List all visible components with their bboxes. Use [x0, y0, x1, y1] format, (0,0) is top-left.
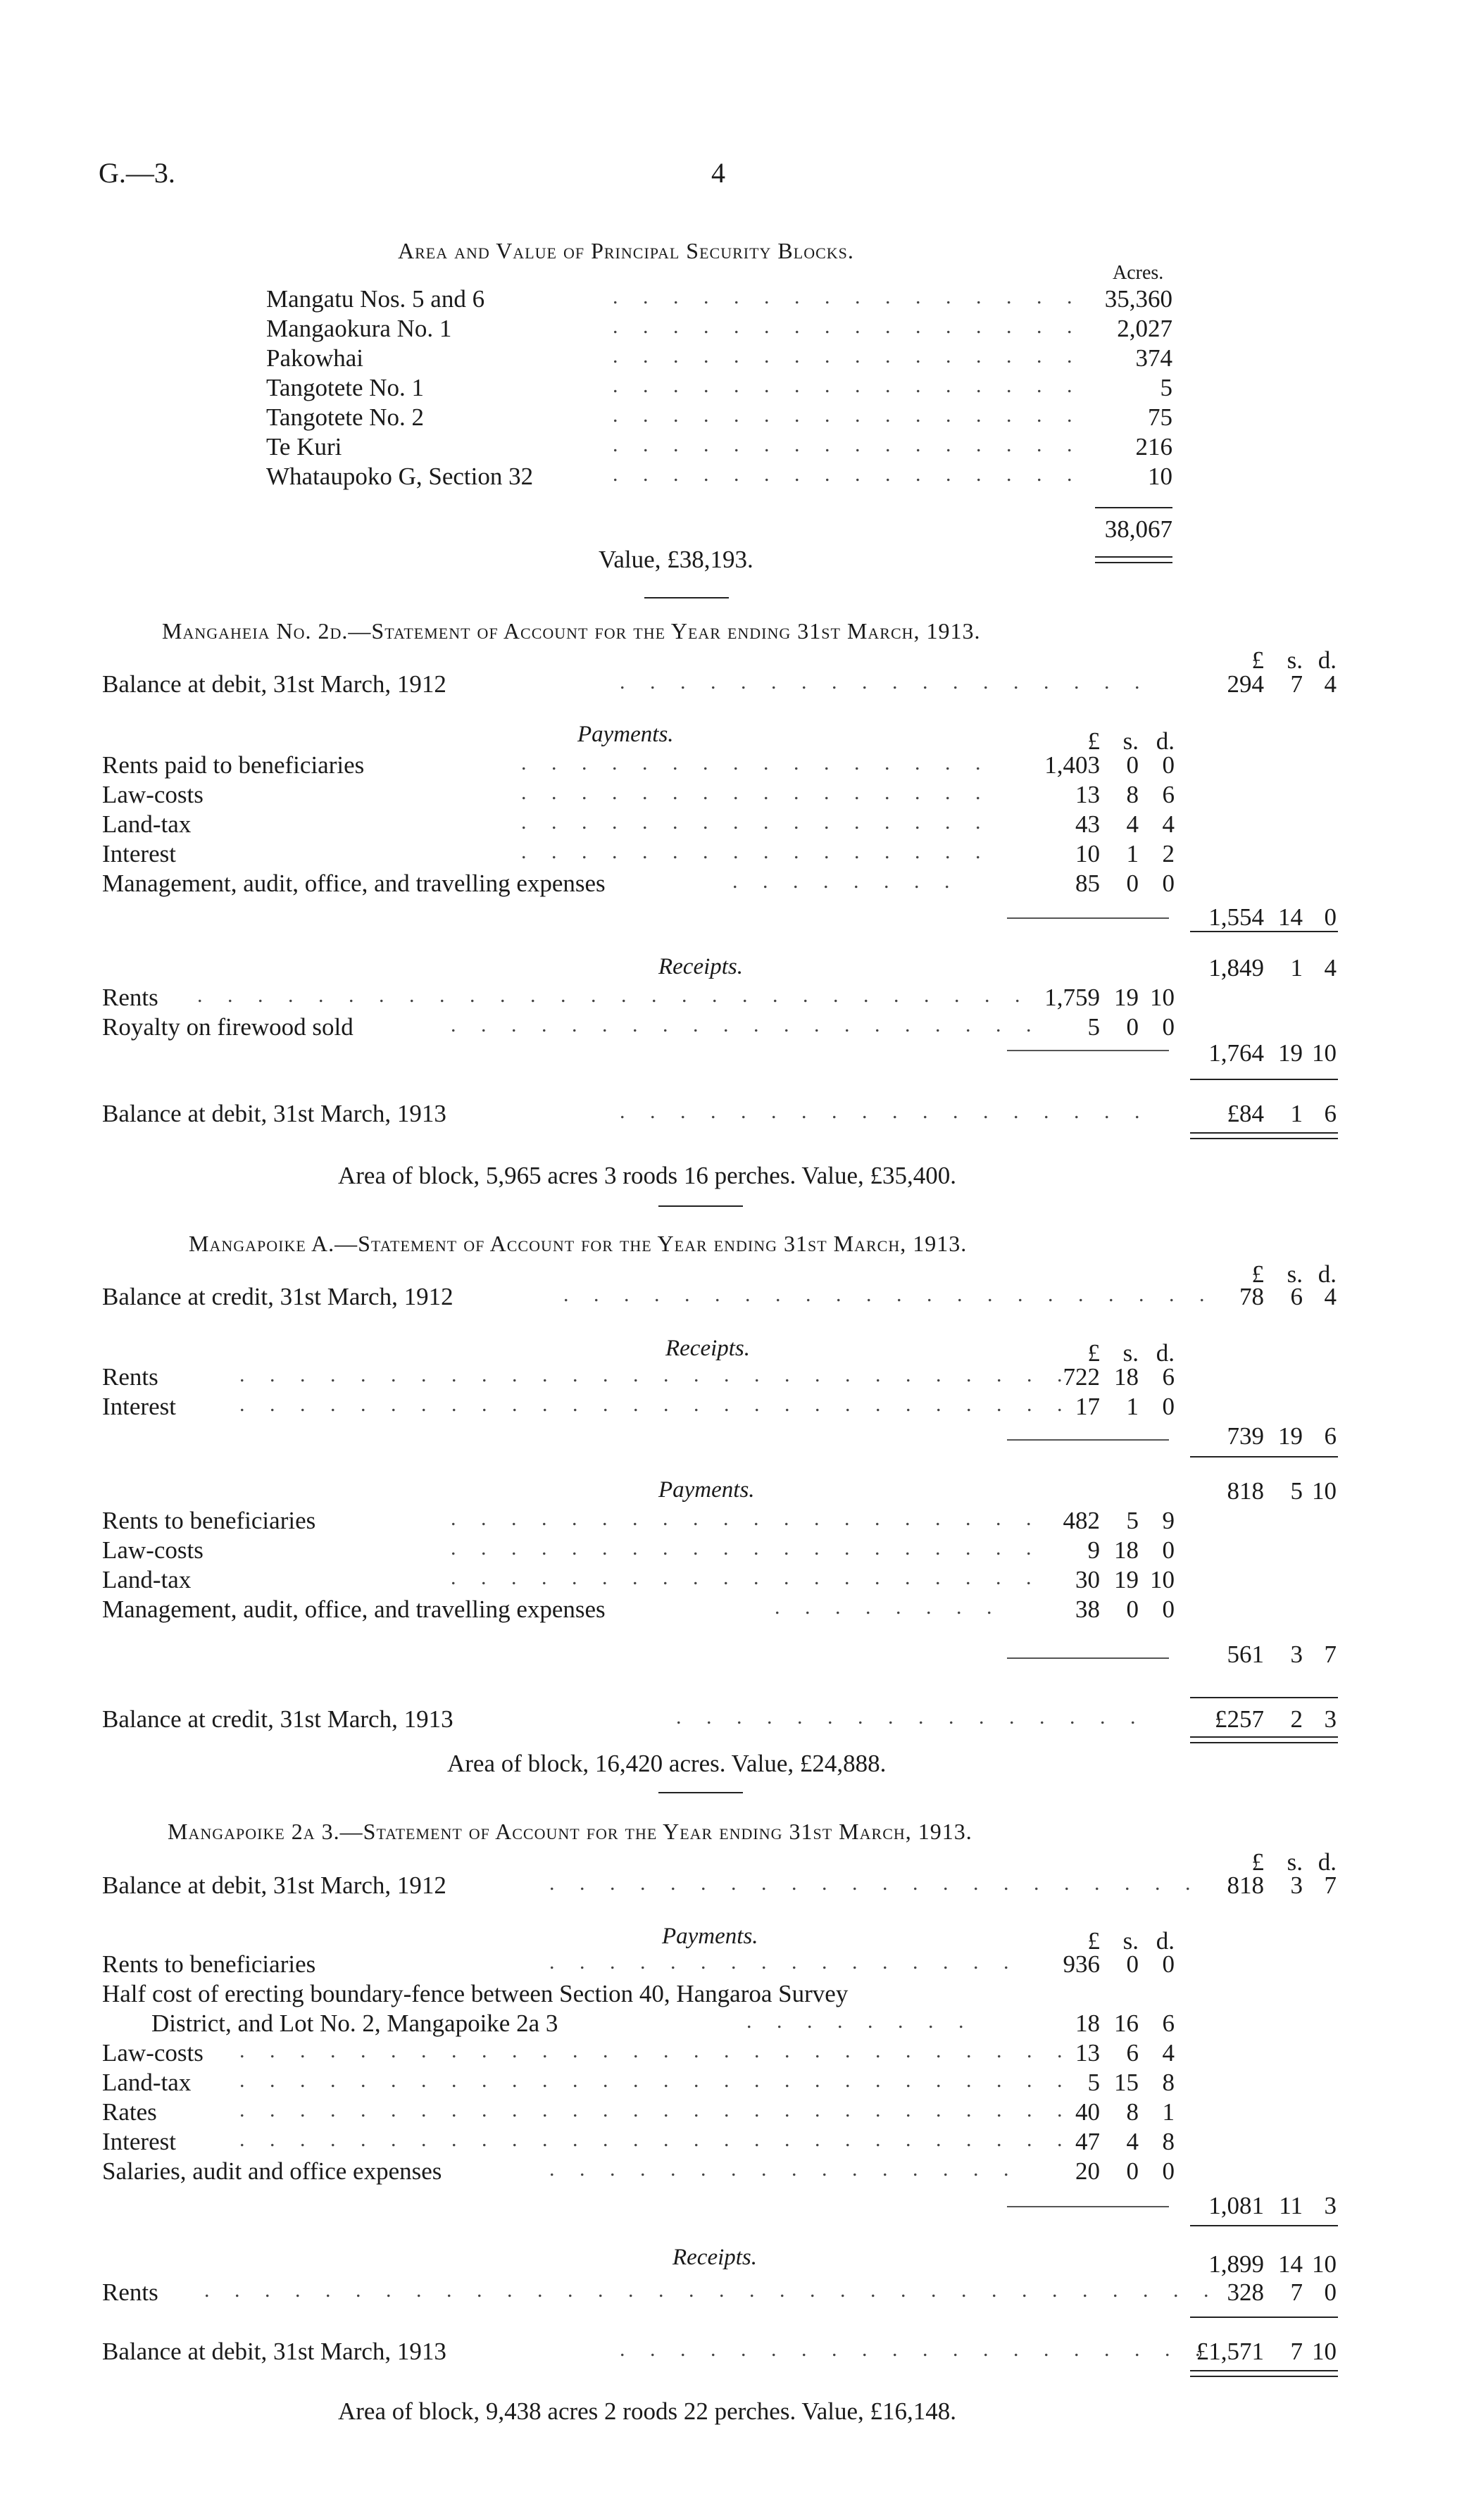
page-number: 4	[711, 157, 725, 189]
payment-amount-shillings: 16	[1114, 2010, 1139, 2037]
receipt-amount-pence: 0	[1324, 2278, 1337, 2306]
block-acres: 5	[1160, 374, 1172, 401]
payment-amount-pence: 8	[1162, 2128, 1175, 2155]
payment-amount-pounds: 38	[1075, 1596, 1100, 1623]
mangapoike-2a3-title: Mangapoike 2a 3.—Statement of Account for the Year ending 31st March, 1913.	[168, 1819, 972, 1844]
payments-heading: Payments.	[662, 1924, 758, 1949]
subtotal-pence: 10	[1312, 1477, 1337, 1505]
leader-dots: . . . . . . . . . . . . . . . .	[676, 1705, 1146, 1729]
payment-amount-pence: 2	[1162, 840, 1175, 867]
leader-dots: . . . . . . . . . . . . . . . .	[613, 315, 1082, 338]
payment-amount-pounds: 13	[1075, 781, 1100, 808]
block-name: Te Kuri	[266, 433, 342, 460]
closing-balance-pence: 6	[1324, 1100, 1337, 1127]
payments-total-pounds: 1,554	[1208, 903, 1264, 931]
section-divider	[658, 1205, 743, 1207]
block-name: Mangatu Nos. 5 and 6	[266, 285, 485, 313]
closing-balance-pounds: £257	[1215, 1705, 1264, 1733]
payment-label: Land-tax	[102, 810, 192, 838]
block-name: Mangaokura No. 1	[266, 315, 452, 342]
payments-total-pounds: 1,081	[1208, 2192, 1264, 2219]
leader-dots: . . . . . . . . . . . . . . . .	[549, 2157, 1019, 2181]
payment-label: Land-tax	[102, 1566, 192, 1593]
payment-amount-shillings: 6	[1126, 2039, 1139, 2067]
receipt-amount-pounds: 5	[1087, 1013, 1100, 1041]
security-blocks-value: Value, £38,193.	[599, 546, 753, 573]
opening-balance-label: Balance at debit, 31st March, 1912	[102, 1872, 446, 1899]
mpa-inner-pence-head: d.	[1156, 1339, 1175, 1367]
payment-amount-pence: 0	[1162, 1596, 1175, 1623]
receipts-heading: Receipts.	[665, 1336, 751, 1361]
leader-dots: . . . . . . . . . . . . . . . . . . . .	[451, 1507, 1041, 1530]
payments-total-shillings: 14	[1278, 903, 1303, 931]
closing-rule	[1190, 1079, 1338, 1080]
mpa-inner-pound-head: £	[1087, 1339, 1100, 1367]
leader-dots: . . . . . . . . . . . . . . . .	[613, 403, 1082, 427]
block-acres: 216	[1135, 433, 1172, 460]
security-blocks-double-rule	[1095, 556, 1172, 563]
closing-double-rule	[1190, 1736, 1338, 1743]
closing-balance-label: Balance at debit, 31st March, 1913	[102, 2338, 446, 2365]
receipts-total-shillings: 19	[1278, 1422, 1303, 1450]
payment-amount-pounds: 5	[1087, 2069, 1100, 2096]
leader-dots: . . . . . . . . . . . . . . . . . . . . . . . . . . . .	[239, 2039, 1072, 2062]
subtotal-shillings: 5	[1290, 1477, 1303, 1505]
leader-dots: . . . . . . . . . . . . . . . .	[613, 433, 1082, 456]
payments-heading: Payments.	[577, 722, 674, 747]
closing-balance-shillings: 1	[1290, 1100, 1303, 1127]
receipts-rule	[1007, 1439, 1169, 1441]
block-acres: 75	[1148, 403, 1172, 431]
document-reference: G.—3.	[99, 157, 175, 189]
closing-double-rule	[1190, 2370, 1338, 2377]
acres-header: Acres.	[1113, 262, 1164, 284]
payment-amount-shillings: 0	[1126, 1596, 1139, 1623]
receipt-amount-pounds: 328	[1227, 2278, 1264, 2306]
receipt-label: Rents	[102, 2278, 158, 2306]
block-name: Pakowhai	[266, 344, 364, 372]
receipts-total-pounds: 739	[1227, 1422, 1264, 1450]
payment-label: Management, audit, office, and travelling expenses	[102, 1596, 606, 1623]
section-divider	[644, 597, 729, 598]
receipt-label: Rents	[102, 984, 158, 1011]
receipt-amount-pounds: 17	[1075, 1393, 1100, 1420]
payment-amount-shillings: 0	[1126, 751, 1139, 779]
subtotal-rule	[1190, 931, 1338, 932]
block-acres: 35,360	[1104, 285, 1172, 313]
leader-dots: . . . . . . . . . . . . . . . .	[549, 1950, 1019, 1974]
payments-rule	[1007, 1657, 1169, 1659]
payment-amount-pence: 10	[1150, 1566, 1175, 1593]
closing-balance-pence: 3	[1324, 1705, 1337, 1733]
area-note: Area of block, 9,438 acres 2 roods 22 perches. Value, £16,148.	[338, 2397, 957, 2425]
mp2-outer-pound-head: £	[1251, 1848, 1264, 1876]
receipts-rule	[1007, 1050, 1169, 1051]
leader-dots: . . . . . . . . . . . . . . . . . . . . . . . . . . . .	[239, 2098, 1072, 2121]
payment-amount-pounds: 47	[1075, 2128, 1100, 2155]
payments-heading: Payments.	[658, 1477, 755, 1503]
opening-balance-shillings: 3	[1290, 1872, 1303, 1899]
payment-label: Law-costs	[102, 1536, 204, 1564]
closing-balance-label: Balance at credit, 31st March, 1913	[102, 1705, 453, 1733]
payment-amount-shillings: 0	[1126, 1950, 1139, 1978]
payment-amount-shillings: 18	[1114, 1536, 1139, 1564]
payment-amount-pounds: 20	[1075, 2157, 1100, 2185]
receipt-amount-pounds: 722	[1063, 1363, 1100, 1391]
receipts-heading: Receipts.	[658, 954, 744, 979]
payment-amount-pence: 4	[1162, 2039, 1175, 2067]
leader-dots: . . . . . . . . . . . . . . . . . . . .	[451, 1566, 1041, 1589]
opening-balance-label: Balance at debit, 31st March, 1912	[102, 670, 446, 698]
leader-dots: . . . . . . . . . . . . . . . . . . . .	[451, 1013, 1041, 1036]
closing-balance-pounds: £84	[1227, 1100, 1264, 1127]
payment-label: District, and Lot No. 2, Mangapoike 2a 3	[151, 2010, 558, 2037]
payments-total-pounds: 561	[1227, 1641, 1264, 1668]
area-note: Area of block, 16,420 acres. Value, £24,888.	[447, 1750, 887, 1777]
closing-balance-shillings: 2	[1290, 1705, 1303, 1733]
leader-dots: . . . . . . . . . . . . . . . . . .	[620, 670, 1150, 694]
receipt-label: Rents	[102, 1363, 158, 1391]
payment-amount-pence: 0	[1162, 1950, 1175, 1978]
opening-balance-pounds: 78	[1239, 1283, 1264, 1310]
payment-amount-pence: 0	[1162, 870, 1175, 897]
leader-dots: . . . . . . . . . . . . . . . . . . . . . . . . . . . .	[239, 1393, 1072, 1416]
leader-dots: . . . . . . . . . . . . . . . . . .	[620, 1100, 1150, 1123]
payment-amount-pounds: 10	[1075, 840, 1100, 867]
closing-balance-label: Balance at debit, 31st March, 1913	[102, 1100, 446, 1127]
mangaheia-outer-pound-head: £	[1251, 646, 1264, 674]
payment-amount-pence: 1	[1162, 2098, 1175, 2126]
leader-dots: . . . . . . . .	[775, 1596, 1002, 1619]
mp2-inner-shilling-head: s.	[1122, 1927, 1139, 1955]
area-note: Area of block, 5,965 acres 3 roods 16 perches. Value, £35,400.	[338, 1162, 957, 1189]
subtotal-pounds: 818	[1227, 1477, 1264, 1505]
payment-amount-shillings: 0	[1126, 870, 1139, 897]
payment-amount-shillings: 1	[1126, 840, 1139, 867]
mp2-inner-pence-head: d.	[1156, 1927, 1175, 1955]
mp2-inner-pound-head: £	[1087, 1927, 1100, 1955]
payments-total-pence: 7	[1324, 1641, 1337, 1668]
payment-amount-pounds: 1,403	[1044, 751, 1100, 779]
leader-dots: . . . . . . . .	[746, 2010, 974, 2033]
payment-amount-pence: 0	[1162, 1536, 1175, 1564]
block-name: Whataupoko G, Section 32	[266, 463, 534, 490]
mp2-outer-pence-head: d.	[1318, 1848, 1337, 1876]
payment-amount-pence: 9	[1162, 1507, 1175, 1534]
payment-label: Interest	[102, 2128, 176, 2155]
opening-balance-pence: 4	[1324, 1283, 1337, 1310]
payments-total-pence: 0	[1324, 903, 1337, 931]
payment-label: Half cost of erecting boundary-fence between Section 40, Hangaroa Survey	[102, 1980, 849, 2007]
block-name: Tangotete No. 1	[266, 374, 425, 401]
leader-dots: . . . . . . . . . . . . . . . . . . . . . . . . . . . .	[239, 2128, 1072, 2151]
section-divider	[658, 1792, 743, 1793]
leader-dots: . . . . . . . . . . . . . . . .	[521, 781, 991, 804]
opening-balance-pounds: 294	[1227, 670, 1264, 698]
receipt-amount-shillings: 0	[1126, 1013, 1139, 1041]
mpa-outer-shilling-head: s.	[1287, 1260, 1303, 1288]
receipt-amount-pence: 0	[1162, 1013, 1175, 1041]
receipt-label: Interest	[102, 1393, 176, 1420]
opening-balance-pence: 4	[1324, 670, 1337, 698]
mp2-outer-shilling-head: s.	[1287, 1848, 1303, 1876]
opening-balance-label: Balance at credit, 31st March, 1912	[102, 1283, 453, 1310]
payment-amount-pence: 8	[1162, 2069, 1175, 2096]
subtotal-pounds: 1,849	[1208, 954, 1264, 982]
mangaheia-inner-pound-head: £	[1087, 727, 1100, 755]
payment-label: Salaries, audit and office expenses	[102, 2157, 442, 2185]
mangaheia-outer-pence-head: d.	[1318, 646, 1337, 674]
payment-amount-shillings: 0	[1126, 2157, 1139, 2185]
leader-dots: . . . . . . . . . . . . . . . . . . . . . .	[563, 1283, 1215, 1306]
receipt-amount-pence: 10	[1150, 984, 1175, 1011]
leader-dots: . . . . . . . . . . . . . . . .	[521, 840, 991, 863]
leader-dots: . . . . . . . . . . . . . . . . . . . . . . . . . . . .	[239, 2069, 1072, 2092]
payment-label: Rates	[102, 2098, 157, 2126]
block-name: Tangotete No. 2	[266, 403, 425, 431]
payment-amount-shillings: 4	[1126, 2128, 1139, 2155]
subtotal-pence: 10	[1312, 2250, 1337, 2278]
receipts-total-pence: 10	[1312, 1039, 1337, 1067]
payment-label: Management, audit, office, and travelling expenses	[102, 870, 606, 897]
payment-amount-pounds: 30	[1075, 1566, 1100, 1593]
leader-dots: . . . . . . . . . . . . . . . .	[613, 463, 1082, 486]
payment-label: Rents to beneficiaries	[102, 1950, 316, 1978]
payment-amount-pence: 6	[1162, 781, 1175, 808]
payment-label: Land-tax	[102, 2069, 192, 2096]
receipts-heading: Receipts.	[672, 2245, 758, 2270]
payment-label: Rents paid to beneficiaries	[102, 751, 365, 779]
payment-label: Rents to beneficiaries	[102, 1507, 316, 1534]
payment-amount-shillings: 19	[1114, 1566, 1139, 1593]
leader-dots: . . . . . . . . . . . . . . . .	[521, 751, 991, 775]
receipts-total-shillings: 19	[1278, 1039, 1303, 1067]
receipt-label: Royalty on firewood sold	[102, 1013, 354, 1041]
leader-dots: . . . . . . . . . . . . . . . .	[613, 344, 1082, 368]
opening-balance-shillings: 6	[1290, 1283, 1303, 1310]
receipt-amount-shillings: 19	[1114, 984, 1139, 1011]
subtotal-rule	[1190, 2225, 1338, 2226]
leader-dots: . . . . . . . . . . . . . . . .	[613, 285, 1082, 308]
mpa-outer-pound-head: £	[1251, 1260, 1264, 1288]
mangaheia-inner-pence-head: d.	[1156, 727, 1175, 755]
payments-total-pence: 3	[1324, 2192, 1337, 2219]
receipts-total-pounds: 1,764	[1208, 1039, 1264, 1067]
receipt-amount-shillings: 18	[1114, 1363, 1139, 1391]
payments-rule	[1007, 2206, 1169, 2207]
leader-dots: . . . . . . . . . . . . . . . .	[613, 374, 1082, 397]
closing-rule	[1190, 2317, 1338, 2318]
payment-amount-pounds: 13	[1075, 2039, 1100, 2067]
payment-amount-shillings: 8	[1126, 2098, 1139, 2126]
opening-balance-shillings: 7	[1290, 670, 1303, 698]
payment-amount-pounds: 936	[1063, 1950, 1100, 1978]
mpa-outer-pence-head: d.	[1318, 1260, 1337, 1288]
leader-dots: . . . . . . . . . . . . . . . . . . . . . . . . . . . .	[239, 1363, 1072, 1386]
opening-balance-pounds: 818	[1227, 1872, 1264, 1899]
receipt-amount-pence: 6	[1162, 1363, 1175, 1391]
closing-balance-pence: 10	[1312, 2338, 1337, 2365]
leader-dots: . . . . . . . . . . . . . . . .	[521, 810, 991, 834]
payment-amount-pence: 0	[1162, 751, 1175, 779]
security-blocks-title: Area and Value of Principal Security Blocks.	[398, 238, 854, 263]
closing-rule	[1190, 1697, 1338, 1698]
opening-balance-pence: 7	[1324, 1872, 1337, 1899]
subtotal-shillings: 14	[1278, 2250, 1303, 2278]
payments-total-shillings: 3	[1290, 1641, 1303, 1668]
closing-balance-pounds: £1,571	[1196, 2338, 1264, 2365]
payment-amount-pounds: 18	[1075, 2010, 1100, 2037]
security-blocks-total: 38,067	[1104, 515, 1172, 543]
payment-amount-pounds: 40	[1075, 2098, 1100, 2126]
payment-amount-shillings: 4	[1126, 810, 1139, 838]
block-acres: 374	[1135, 344, 1172, 372]
payment-amount-pounds: 43	[1075, 810, 1100, 838]
mangapoike-a-title: Mangapoike A.—Statement of Account for the Year ending 31st March, 1913.	[189, 1231, 968, 1256]
closing-double-rule	[1190, 1132, 1338, 1139]
subtotal-rule	[1190, 1456, 1338, 1458]
payments-total-shillings: 11	[1279, 2192, 1303, 2219]
receipts-total-pence: 6	[1324, 1422, 1337, 1450]
receipt-amount-shillings: 1	[1126, 1393, 1139, 1420]
block-acres: 2,027	[1117, 315, 1172, 342]
security-blocks-rule	[1095, 507, 1172, 508]
receipt-amount-pounds: 1,759	[1044, 984, 1100, 1011]
mangaheia-inner-shilling-head: s.	[1122, 727, 1139, 755]
payment-amount-pounds: 482	[1063, 1507, 1100, 1534]
leader-dots: . . . . . . . . . . . . . . . . . . . .	[620, 2338, 1210, 2361]
mangaheia-title: Mangaheia No. 2d.—Statement of Account for the Year ending 31st March, 1913.	[162, 618, 981, 644]
payment-amount-pence: 0	[1162, 2157, 1175, 2185]
payment-amount-pence: 4	[1162, 810, 1175, 838]
payment-amount-shillings: 15	[1114, 2069, 1139, 2096]
subtotal-pounds: 1,899	[1208, 2250, 1264, 2278]
payment-amount-pounds: 85	[1075, 870, 1100, 897]
leader-dots: . . . . . . . . . . . . . . . . . . . .	[451, 1536, 1041, 1560]
leader-dots: . . . . . . . . . . . . . . . . . . . . . . . . . . . . . . . . . .	[204, 2278, 1219, 2302]
payment-amount-shillings: 8	[1126, 781, 1139, 808]
leader-dots: . . . . . . . . . . . . . . . . . . . . . .	[549, 1872, 1201, 1895]
leader-dots: . . . . . . . .	[732, 870, 960, 893]
closing-balance-shillings: 7	[1290, 2338, 1303, 2365]
receipt-amount-pence: 0	[1162, 1393, 1175, 1420]
payment-amount-pence: 6	[1162, 2010, 1175, 2037]
payments-rule	[1007, 917, 1169, 919]
block-acres: 10	[1148, 463, 1172, 490]
mpa-inner-shilling-head: s.	[1122, 1339, 1139, 1367]
payment-amount-shillings: 5	[1126, 1507, 1139, 1534]
payment-amount-pounds: 9	[1087, 1536, 1100, 1564]
receipt-amount-shillings: 7	[1290, 2278, 1303, 2306]
subtotal-shillings: 1	[1290, 954, 1303, 982]
leader-dots: . . . . . . . . . . . . . . . . . . . . . . . . . . . .	[197, 984, 1030, 1007]
payment-label: Law-costs	[102, 2039, 204, 2067]
payment-label: Law-costs	[102, 781, 204, 808]
subtotal-pence: 4	[1324, 954, 1337, 982]
payment-label: Interest	[102, 840, 176, 867]
mangaheia-outer-shilling-head: s.	[1287, 646, 1303, 674]
